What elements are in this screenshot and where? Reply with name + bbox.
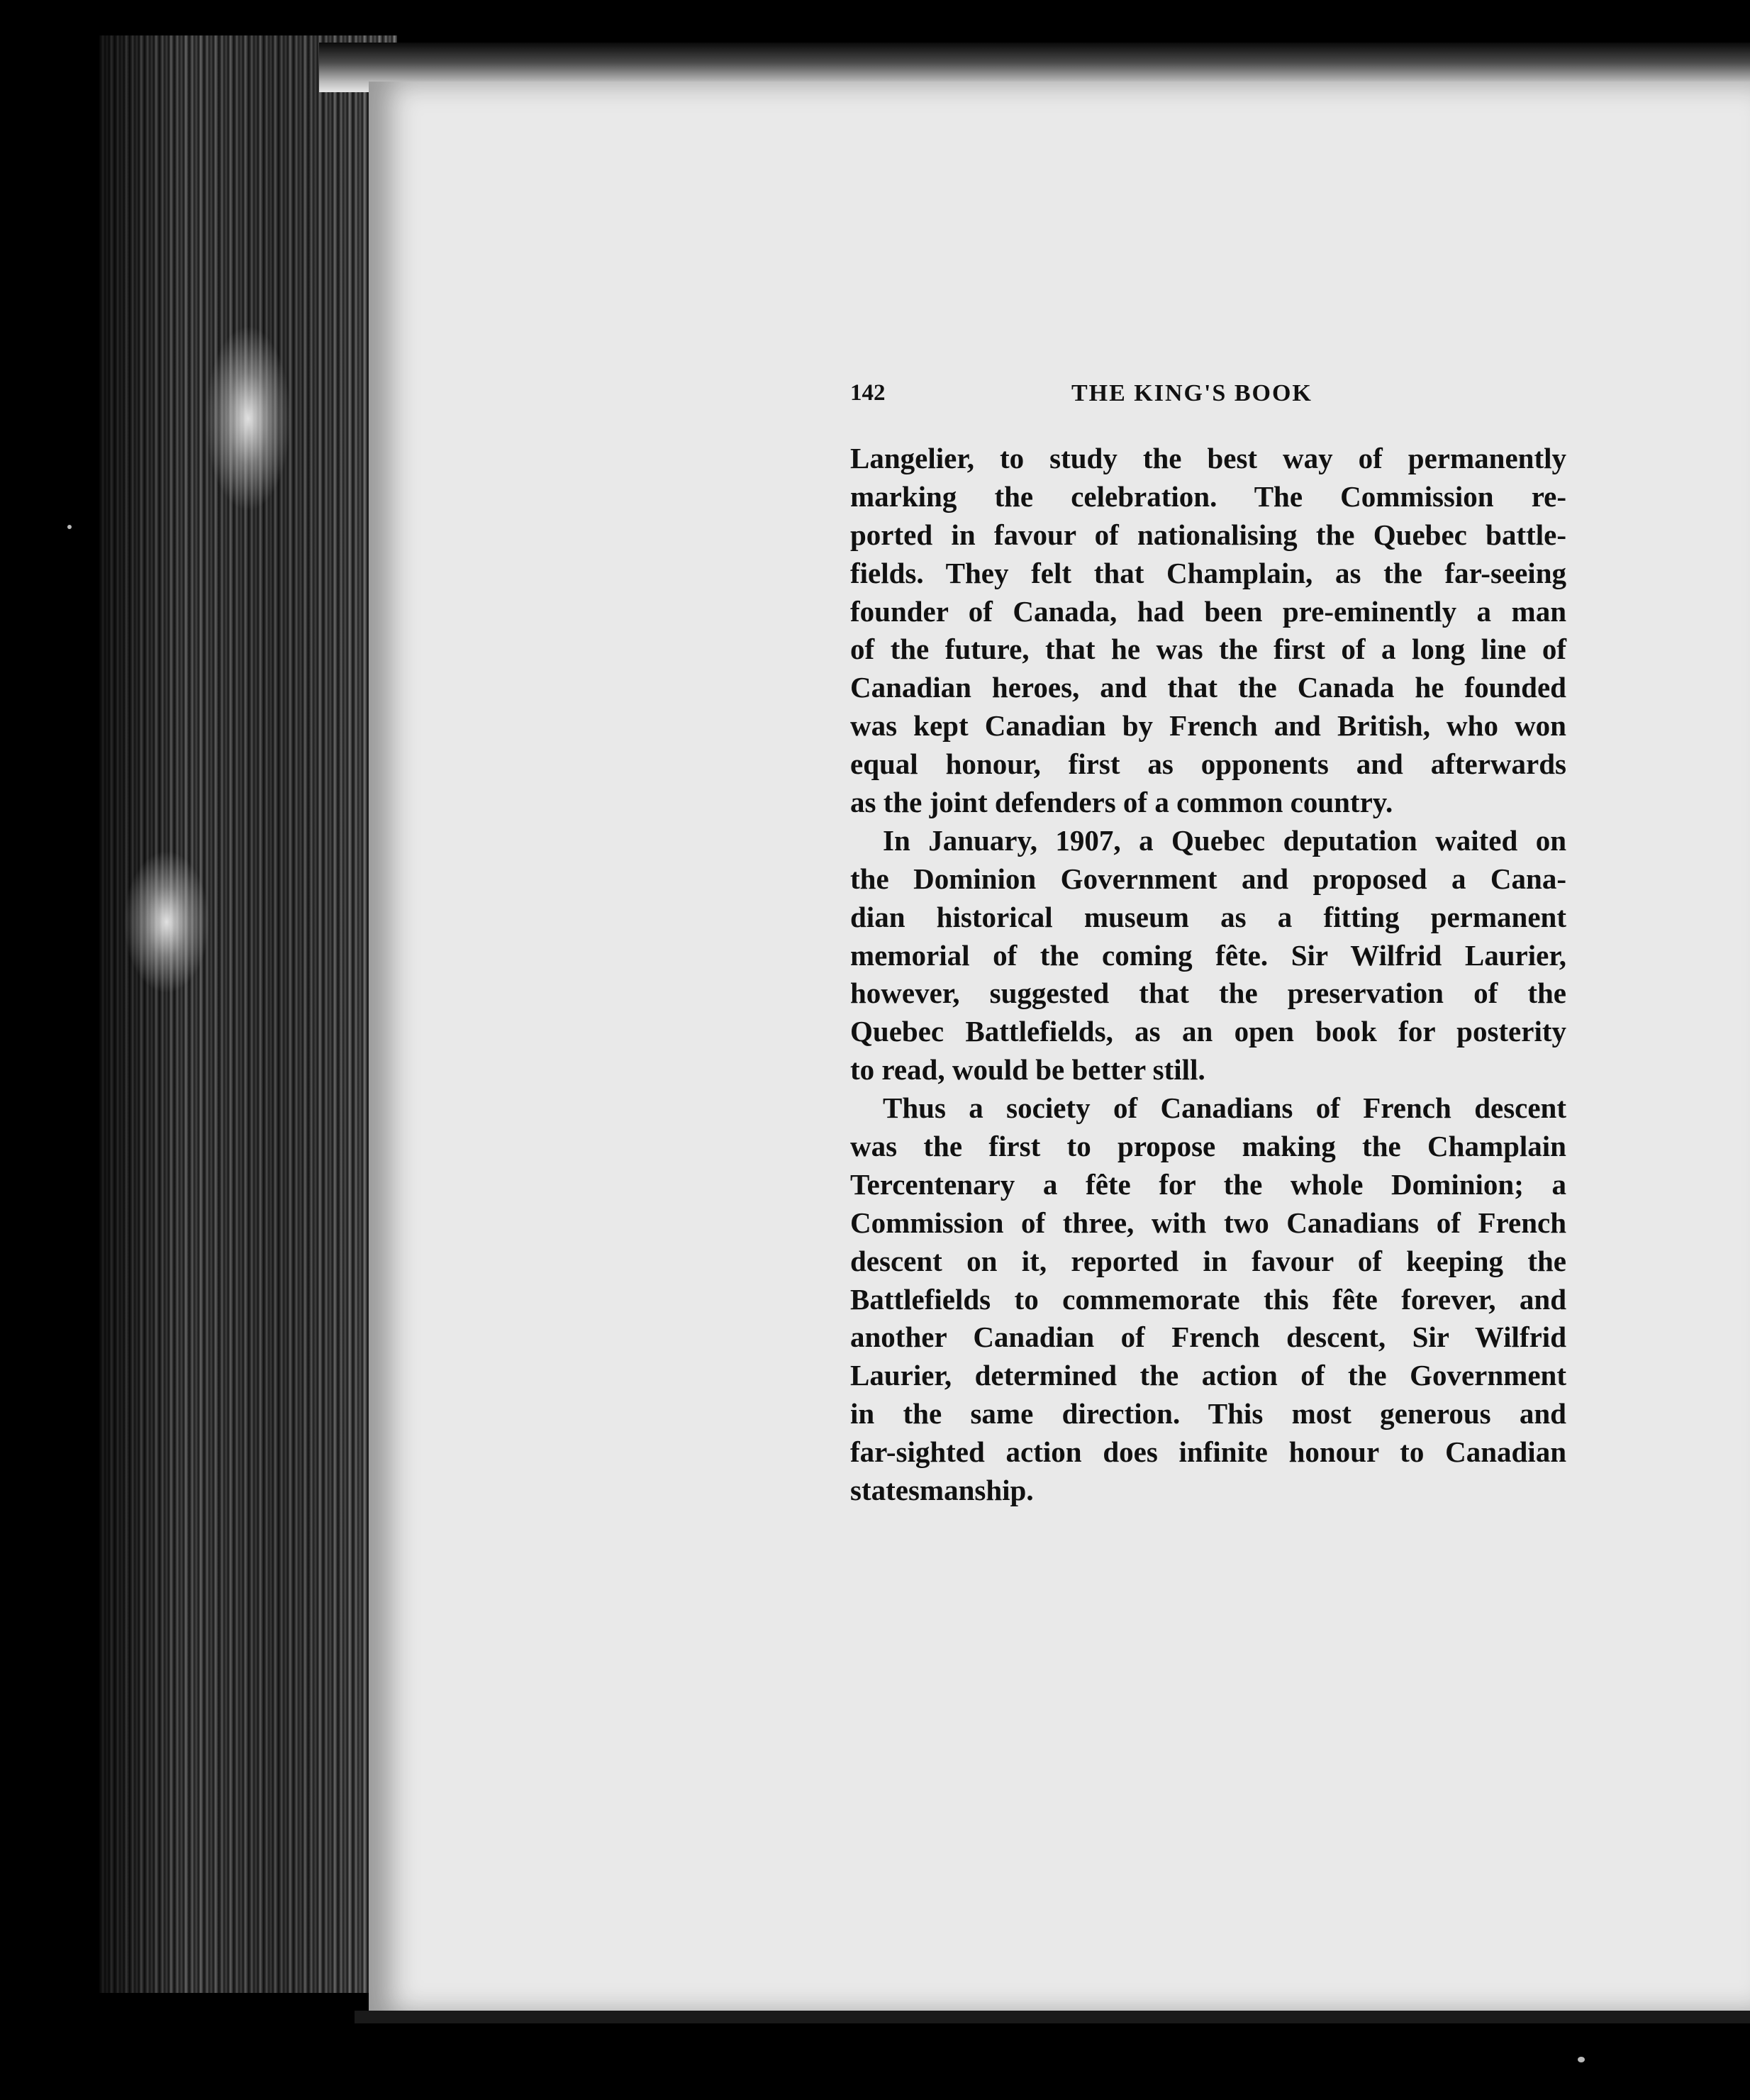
text-line: Langelier, to study the best way of permanently [850,442,1566,474]
text-line: dian historical museum as a fitting permanent [850,900,1566,933]
text-line: Thus a society of Canadians of French descent [883,1091,1566,1125]
light-reflection [124,851,209,993]
text-line: Quebec Battlefields, as an open book for posterity [850,1015,1566,1048]
text-line: Canadian heroes, and that the Canada he founded [850,671,1566,704]
text-line: was kept Canadian by French and British, who won [850,709,1566,743]
text-line: equal honour, first as opponents and afterwards [850,748,1566,781]
text-line: far-sighted action does infinite honour to Canadian [850,1435,1566,1469]
text-line: Battlefields to commemorate this fête forever, and [850,1282,1566,1316]
text-line: Tercentenary a fête for the whole Dominion; a [850,1167,1566,1201]
paragraph [850,1089,1566,1510]
running-title: THE KING'S BOOK [1071,380,1312,406]
text-line: in the same direction. This most generous and [850,1397,1566,1430]
scan-artifact [67,525,72,529]
text-line: the Dominion Government and proposed a Cana- [850,862,1566,895]
page-number: 142 [850,380,886,406]
paragraph [850,822,1566,1089]
body-text [850,440,1566,1510]
text-line: was the first to propose making the Champlain [850,1130,1566,1163]
light-reflection [206,326,291,511]
scan-artifact [1578,2057,1585,2062]
text-line: ported in favour of nationalising the Quebec battle- [850,518,1566,551]
text-line: statesmanship. [850,1474,1034,1507]
text-line: however, suggested that the preservation of the [850,977,1566,1010]
text-line: memorial of the coming fête. Sir Wilfrid Laurier, [850,938,1566,972]
text-line: marking the celebration. The Commission re- [850,479,1566,513]
text-line: fields. They felt that Champlain, as the far-seeing [850,556,1566,589]
text-line: Commission of three, with two Canadians of French [850,1206,1566,1239]
text-line: as the joint defenders of a common country. [850,786,1393,819]
text-line: Laurier, determined the action of the Government [850,1359,1566,1392]
running-head [850,380,1566,416]
text-line: founder of Canada, had been pre-eminently a man [850,594,1566,628]
page-bottom-edge [355,2011,1750,2023]
text-line: of the future, that he was the first of a long line of [850,633,1566,666]
text-line: to read, would be better still. [850,1053,1205,1087]
text-line: In January, 1907, a Quebec deputation waited on [883,823,1566,857]
paragraph [850,440,1566,822]
text-line: another Canadian of French descent, Sir Wilfrid [850,1321,1566,1354]
text-line: descent on it, reported in favour of keeping the [850,1244,1566,1277]
